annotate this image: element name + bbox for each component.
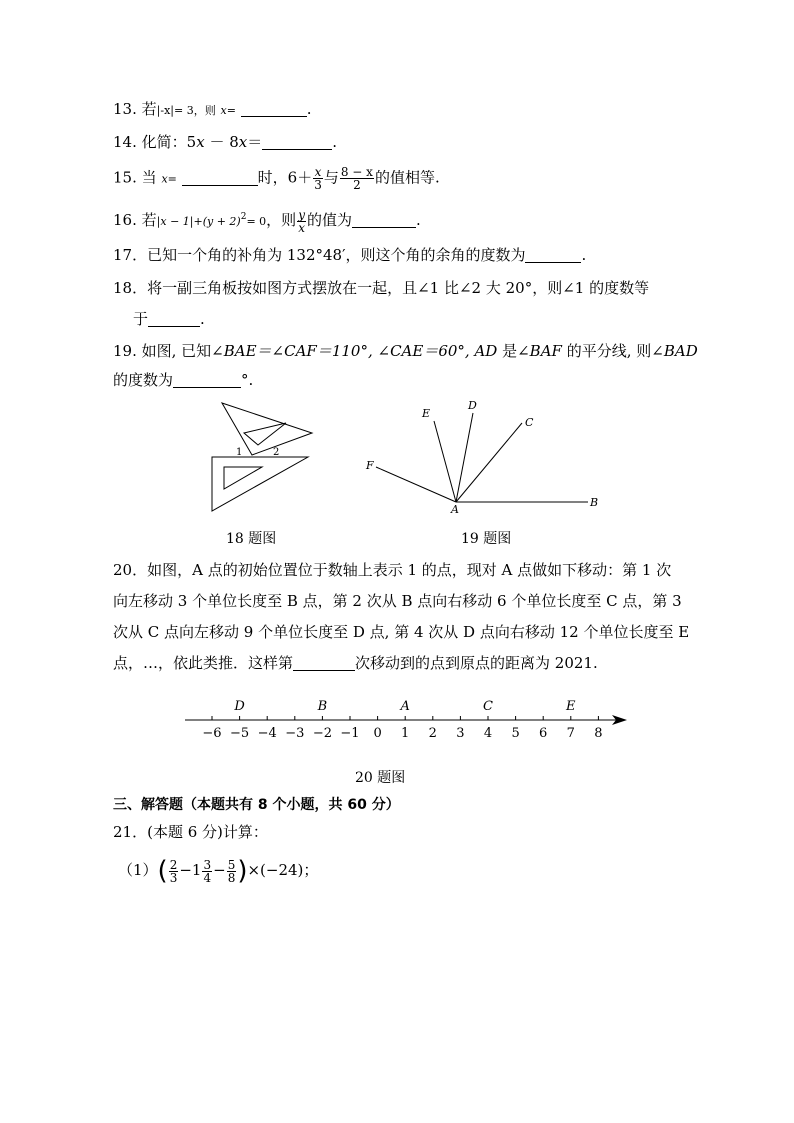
point-F-label: F	[366, 459, 374, 472]
question-14: 14. 化简：5x － 8x＝ .	[113, 133, 338, 151]
answer-blank-15[interactable]	[182, 170, 258, 186]
tick-label: −4	[257, 726, 277, 741]
answer-blank-13[interactable]	[241, 101, 307, 117]
figure-20-caption: 20 题图	[355, 770, 406, 786]
tick-label: −5	[230, 726, 250, 741]
point-label-C: C	[483, 699, 493, 714]
point-B-label: B	[590, 496, 599, 509]
tick-label: 2	[428, 726, 437, 741]
question-20-line-1: 20．如图，A 点的初始位置位于数轴上表示 1 的点，现对 A 点做如下移动：第 1 次	[113, 561, 672, 579]
tick-label: −1	[340, 726, 360, 741]
figure-19-rays	[376, 413, 588, 502]
question-20-line-4: 点，…，依此类推．这样第 次移动到的点到原点的距离为 2021.	[113, 654, 598, 672]
question-19-cont: 的度数为 °.	[113, 371, 254, 389]
point-D-label: D	[468, 399, 477, 412]
question-18-cont: 于 .	[133, 310, 205, 328]
point-label-B: B	[317, 699, 328, 714]
tick-label: 5	[511, 726, 520, 741]
answer-blank-18[interactable]	[148, 311, 200, 327]
angle-2-label: 2	[273, 447, 280, 458]
section-3-title: 三、解答题（本题共有 8 个小题，共 60 分）	[113, 797, 400, 813]
point-label-E: E	[566, 699, 576, 714]
answer-blank-14[interactable]	[262, 134, 332, 150]
figure-18-caption: 18 题图	[226, 531, 277, 547]
tick-label: 8	[594, 726, 603, 741]
tick-label: 6	[539, 726, 548, 741]
tick-label: 7	[566, 726, 575, 741]
point-label-A: A	[400, 699, 410, 714]
question-18: 18．将一副三角板按如图方式摆放在一起，且∠1 比∠2 大 20°，则∠1 的度数等	[113, 279, 650, 297]
point-C-label: C	[525, 416, 534, 429]
figure-18-triangles	[212, 403, 312, 511]
question-17: 17．已知一个角的补角为 132°48′，则这个角的余角的度数为 .	[113, 246, 587, 264]
tick-label: −6	[202, 726, 222, 741]
tick-label: 3	[456, 726, 465, 741]
tick-label: −2	[312, 726, 332, 741]
number-line-figure	[180, 695, 640, 745]
answer-blank-16[interactable]	[352, 212, 416, 228]
answer-blank-17[interactable]	[525, 247, 581, 263]
question-19: 19. 如图, 已知∠BAE＝∠CAF＝110°, ∠CAE＝60°, AD 是∠BAF 的平分线, 则∠BAD	[113, 342, 698, 360]
question-16: 16. 若$|x - 1|+(y + 2)^2= 0$，则 $\frac{y}{x}$ 的值为 .	[113, 207, 421, 235]
tick-label: 1	[401, 726, 410, 741]
question-15: 15. 当 x= 时，6＋ $\frac{x}{3}$ 与 $\frac{8 - x}{2}$ 的值相等.	[113, 165, 440, 192]
tick-label: 4	[483, 726, 493, 741]
question-13: 13. 若|-x|= 3，则 x= .	[113, 100, 312, 118]
question-20-line-2: 向左移动 3 个单位长度至 B 点，第 2 次从 B 点向右移动 6 个单位长度至 C 点，第 3	[113, 592, 682, 610]
tick-label: 0	[373, 726, 382, 741]
question-20-line-3: 次从 C 点向左移动 9 个单位长度至 D 点, 第 4 次从 D 点向右移动 12 个单位长度至 E	[113, 623, 690, 641]
question-21-part-1: （1）( $\frac{2}{3}$ −1 $\frac{3}{4}$ − $\frac{5}{8}$ )×(−24)；	[118, 856, 319, 886]
figures-18-19	[200, 395, 620, 520]
answer-blank-20[interactable]	[293, 655, 355, 671]
figure-19-caption: 19 题图	[461, 531, 512, 547]
question-21: 21．(本题 6 分)计算：	[113, 823, 268, 841]
angle-1-label: 1	[236, 447, 243, 458]
tick-label: −3	[285, 726, 305, 741]
answer-blank-19[interactable]	[173, 372, 241, 388]
point-A-label: A	[451, 503, 459, 516]
point-E-label: E	[422, 407, 431, 420]
point-label-D: D	[234, 699, 245, 714]
